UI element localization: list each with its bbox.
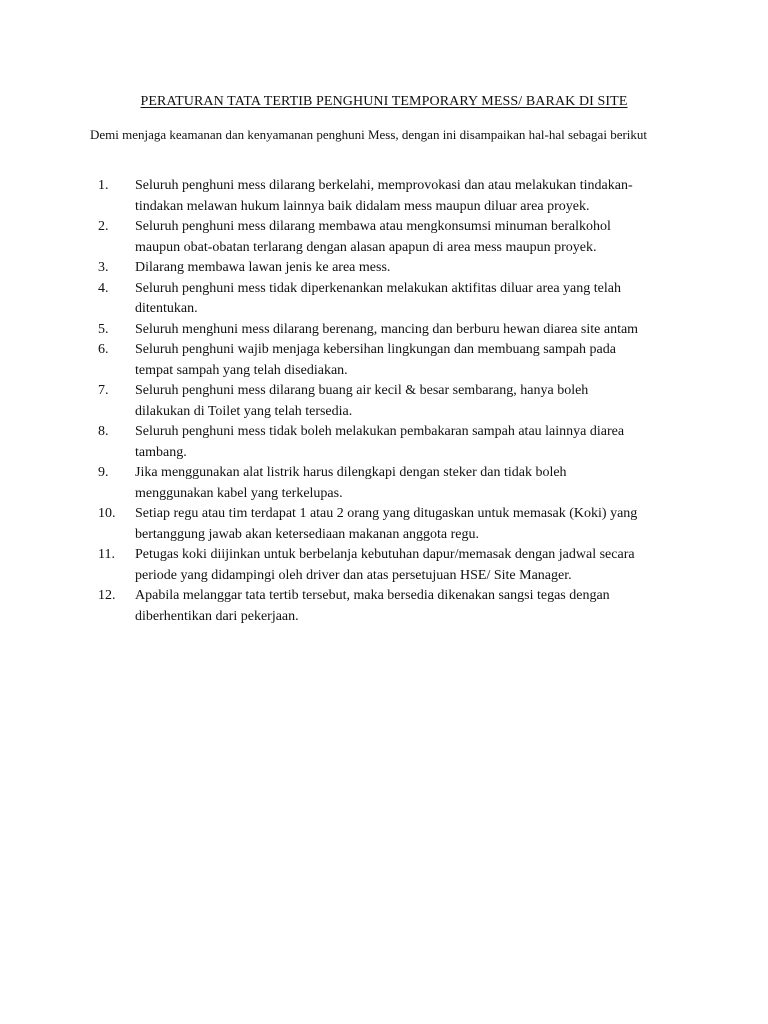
rule-number: 8. xyxy=(98,424,109,439)
rule-item-8 xyxy=(90,422,690,463)
rule-text: Setiap regu atau tim terdapat 1 atau 2 orang yang ditugaskan untuk memasak (Koki) yang bertanggung jawab akan ketersediaan makanan anggota regu. xyxy=(135,506,638,542)
rule-item-7 xyxy=(90,381,690,422)
rule-item-2 xyxy=(90,217,690,258)
rule-item-9 xyxy=(90,463,690,504)
rule-number: 9. xyxy=(98,465,109,480)
rule-number: 1. xyxy=(98,178,109,193)
rule-item-10 xyxy=(90,504,690,545)
rule-text: Seluruh penghuni mess dilarang buang air kecil & besar sembarang, hanya boleh dilakukan di Toilet yang telah tersedia. xyxy=(135,383,589,419)
rule-number: 4. xyxy=(98,280,109,296)
rule-text: Seluruh penghuni mess tidak diperkenankan melakukan aktifitas diluar area yang telah ditentukan. xyxy=(135,280,621,316)
document-title: PERATURAN TATA TERTIB PENGHUNI TEMPORARY MESS/ BARAK DI SITE xyxy=(140,94,628,109)
rule-text: Petugas koki diijinkan untuk berbelanja kebutuhan dapur/memasak dengan jadwal secara periode yang didampingi oleh driver dan atas persetujuan HSE/ Site Manager. xyxy=(135,547,635,583)
rule-item-4 xyxy=(90,279,690,320)
rule-number: 12. xyxy=(98,588,116,603)
rule-text: Seluruh menghuni mess dilarang berenang, mancing dan berburu hewan diarea site antam xyxy=(135,321,639,337)
rule-number: 6. xyxy=(98,342,109,357)
rule-number: 7. xyxy=(98,383,109,398)
rule-number: 11. xyxy=(98,547,115,562)
rule-item-5 xyxy=(90,320,690,341)
rule-text: Seluruh penghuni mess tidak boleh melakukan pembakaran sampah atau lainnya diarea tambang. xyxy=(135,424,625,460)
rule-text: Apabila melanggar tata tertib tersebut, maka bersedia dikenakan sangsi tegas dengan diberhentikan dari pekerjaan. xyxy=(135,588,610,624)
intro-paragraph: Demi menjaga keamanan dan kenyamanan penghuni Mess, dengan ini disampaikan hal-hal sebagai berikut xyxy=(90,127,648,142)
rules-list xyxy=(90,176,690,627)
rule-item-11 xyxy=(90,545,690,586)
rule-item-3 xyxy=(90,258,690,279)
rule-number: 5. xyxy=(98,321,109,337)
rule-number: 3. xyxy=(98,260,109,275)
rule-text: Seluruh penghuni mess dilarang berkelahi, memprovokasi dan atau melakukan tindakan- tindakan melawan hukum lainnya baik didalam mess maupun diluar area proyek. xyxy=(135,178,633,214)
rule-text: Seluruh penghuni wajib menjaga kebersihan lingkungan dan membuang sampah pada tempat sampah yang telah disediakan. xyxy=(135,342,616,378)
rule-item-6 xyxy=(90,340,690,381)
rule-text: Seluruh penghuni mess dilarang membawa atau mengkonsumsi minuman beralkohol maupun obat-obatan terlarang dengan alasan apapun di area mess maupun proyek. xyxy=(135,219,611,255)
rule-text: Jika menggunakan alat listrik harus dilengkapi dengan steker dan tidak boleh menggunakan kabel yang terkelupas. xyxy=(135,465,567,501)
rule-number: 2. xyxy=(98,219,109,234)
rule-number: 10. xyxy=(98,506,116,521)
rule-text: Dilarang membawa lawan jenis ke area mess. xyxy=(135,260,391,275)
rule-item-12 xyxy=(90,586,690,627)
rule-item-1 xyxy=(90,176,690,217)
